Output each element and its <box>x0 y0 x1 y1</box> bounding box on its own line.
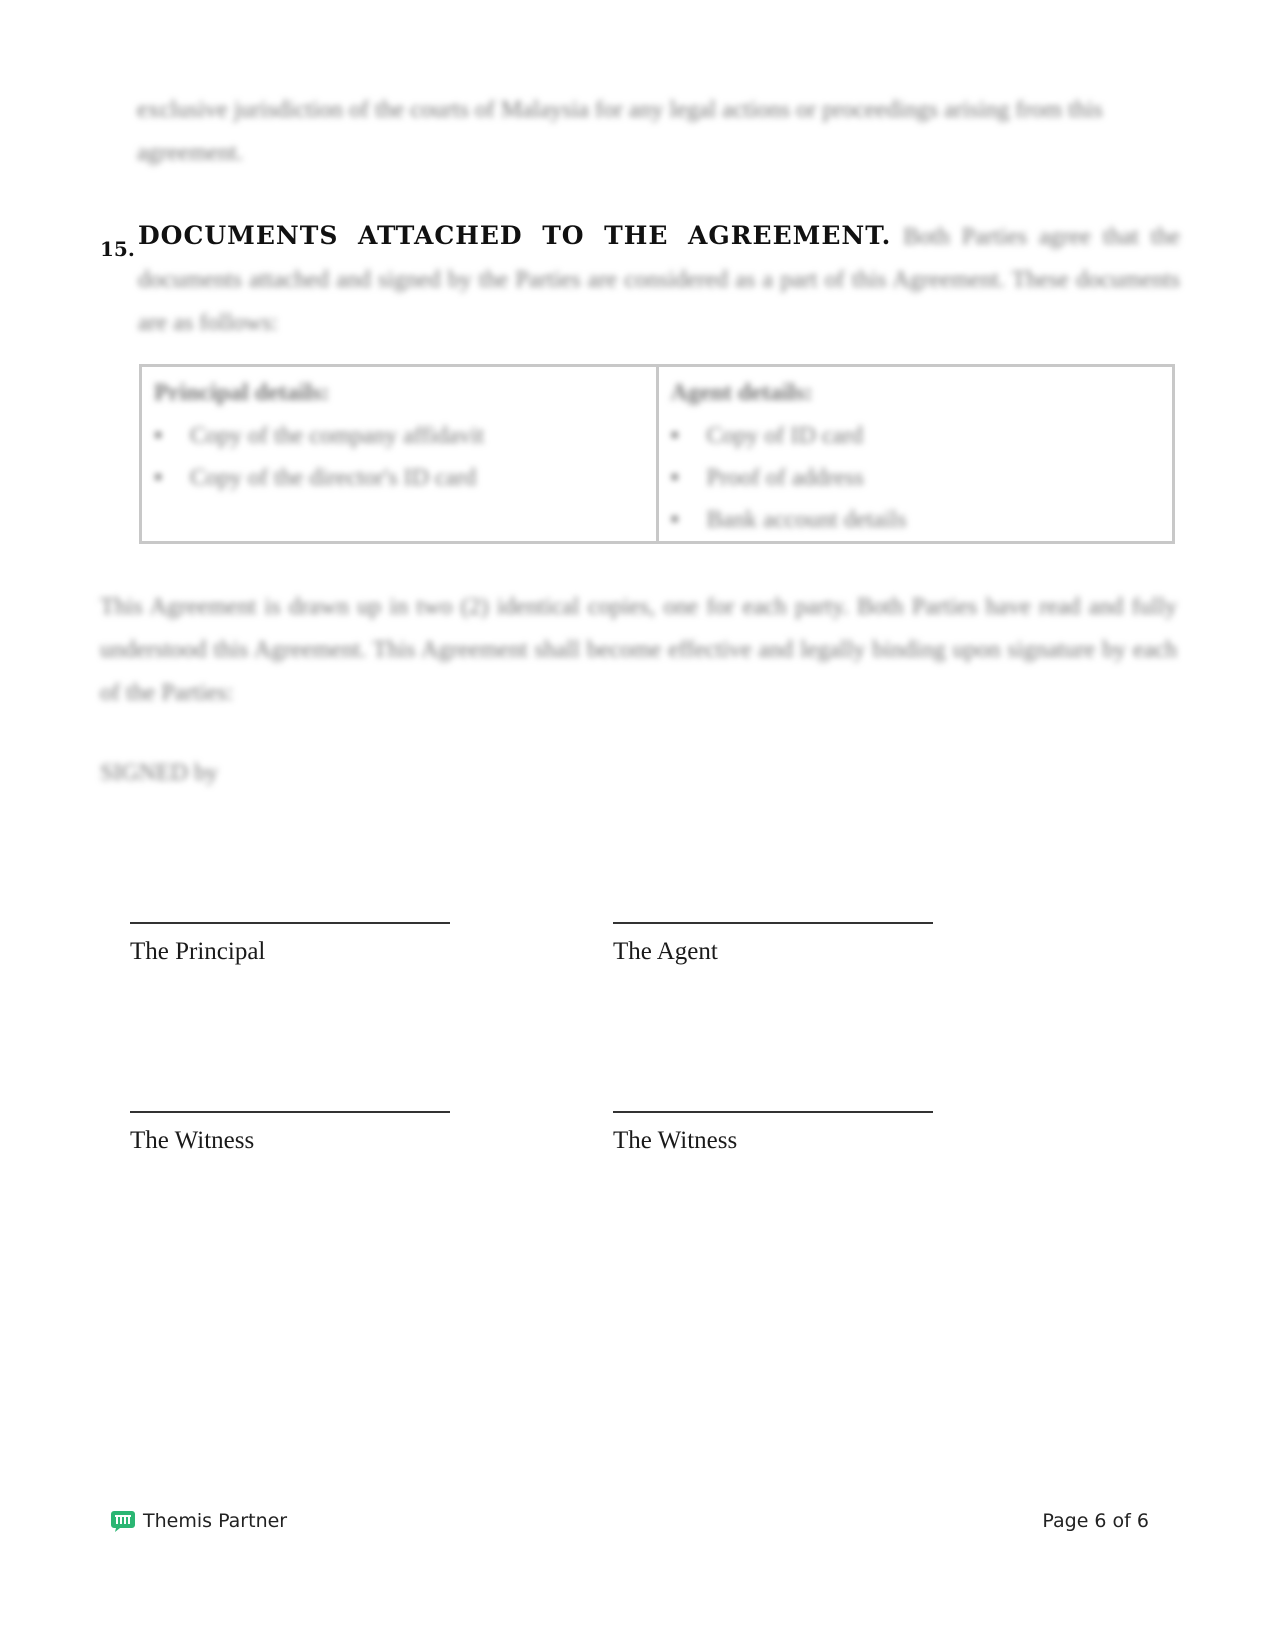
section-15-body <box>138 214 1180 345</box>
signature-block-witness-right <box>613 1111 933 1155</box>
principal-details-title: Principal details: <box>154 380 330 406</box>
section-15 <box>100 214 1180 345</box>
closing-paragraph: This Agreement is drawn up in two (2) identical copies, one for each party. Both Parties have read and fully understood this Agreement. This Agreement shall become effective and legally binding upon signature by each of the Parties: <box>100 594 1177 706</box>
page-number: Page 6 of 6 <box>1042 1510 1149 1532</box>
list-item: • Bank account details <box>671 499 1161 541</box>
principal-details-list <box>154 415 644 499</box>
signature-label-agent: The Agent <box>613 938 718 965</box>
agent-details-title: Agent details: <box>670 380 813 406</box>
signed-by-label: SIGNED by <box>100 760 218 786</box>
footer-brand <box>111 1510 287 1532</box>
list-item: • Copy of the company affidavit <box>154 415 644 457</box>
signature-line <box>613 922 933 924</box>
themis-partner-logo-icon <box>111 1510 135 1532</box>
agent-details-cell <box>656 367 1173 541</box>
list-item: • Copy of the director's ID card <box>154 457 644 499</box>
signature-line <box>130 922 450 924</box>
list-item: • Copy of ID card <box>671 415 1161 457</box>
section-number: 15. <box>100 237 135 261</box>
signature-label-witness-right: The Witness <box>613 1127 738 1154</box>
signature-label-principal: The Principal <box>130 938 266 965</box>
section-15-text: Both Parties agree that the documents attached and signed by the Parties are considered as a part of this Agreement. These documents are as follows: <box>138 224 1181 336</box>
previous-clause-text: exclusive jurisdiction of the courts of Malaysia for any legal actions or proceedings arising from this agreement. <box>137 97 1103 166</box>
section-heading: DOCUMENTS ATTACHED TO THE AGREEMENT. <box>138 221 892 250</box>
signature-label-witness-left: The Witness <box>130 1127 255 1154</box>
signature-block-principal <box>130 922 450 966</box>
signature-block-agent <box>613 922 933 966</box>
signature-block-witness-left <box>130 1111 450 1155</box>
footer-brand-name: Themis Partner <box>143 1510 288 1532</box>
agent-details-list <box>671 415 1161 541</box>
principal-details-cell <box>142 367 656 541</box>
signature-line <box>130 1111 450 1113</box>
signature-line <box>613 1111 933 1113</box>
documents-table <box>139 364 1175 544</box>
list-item: • Proof of address <box>671 457 1161 499</box>
